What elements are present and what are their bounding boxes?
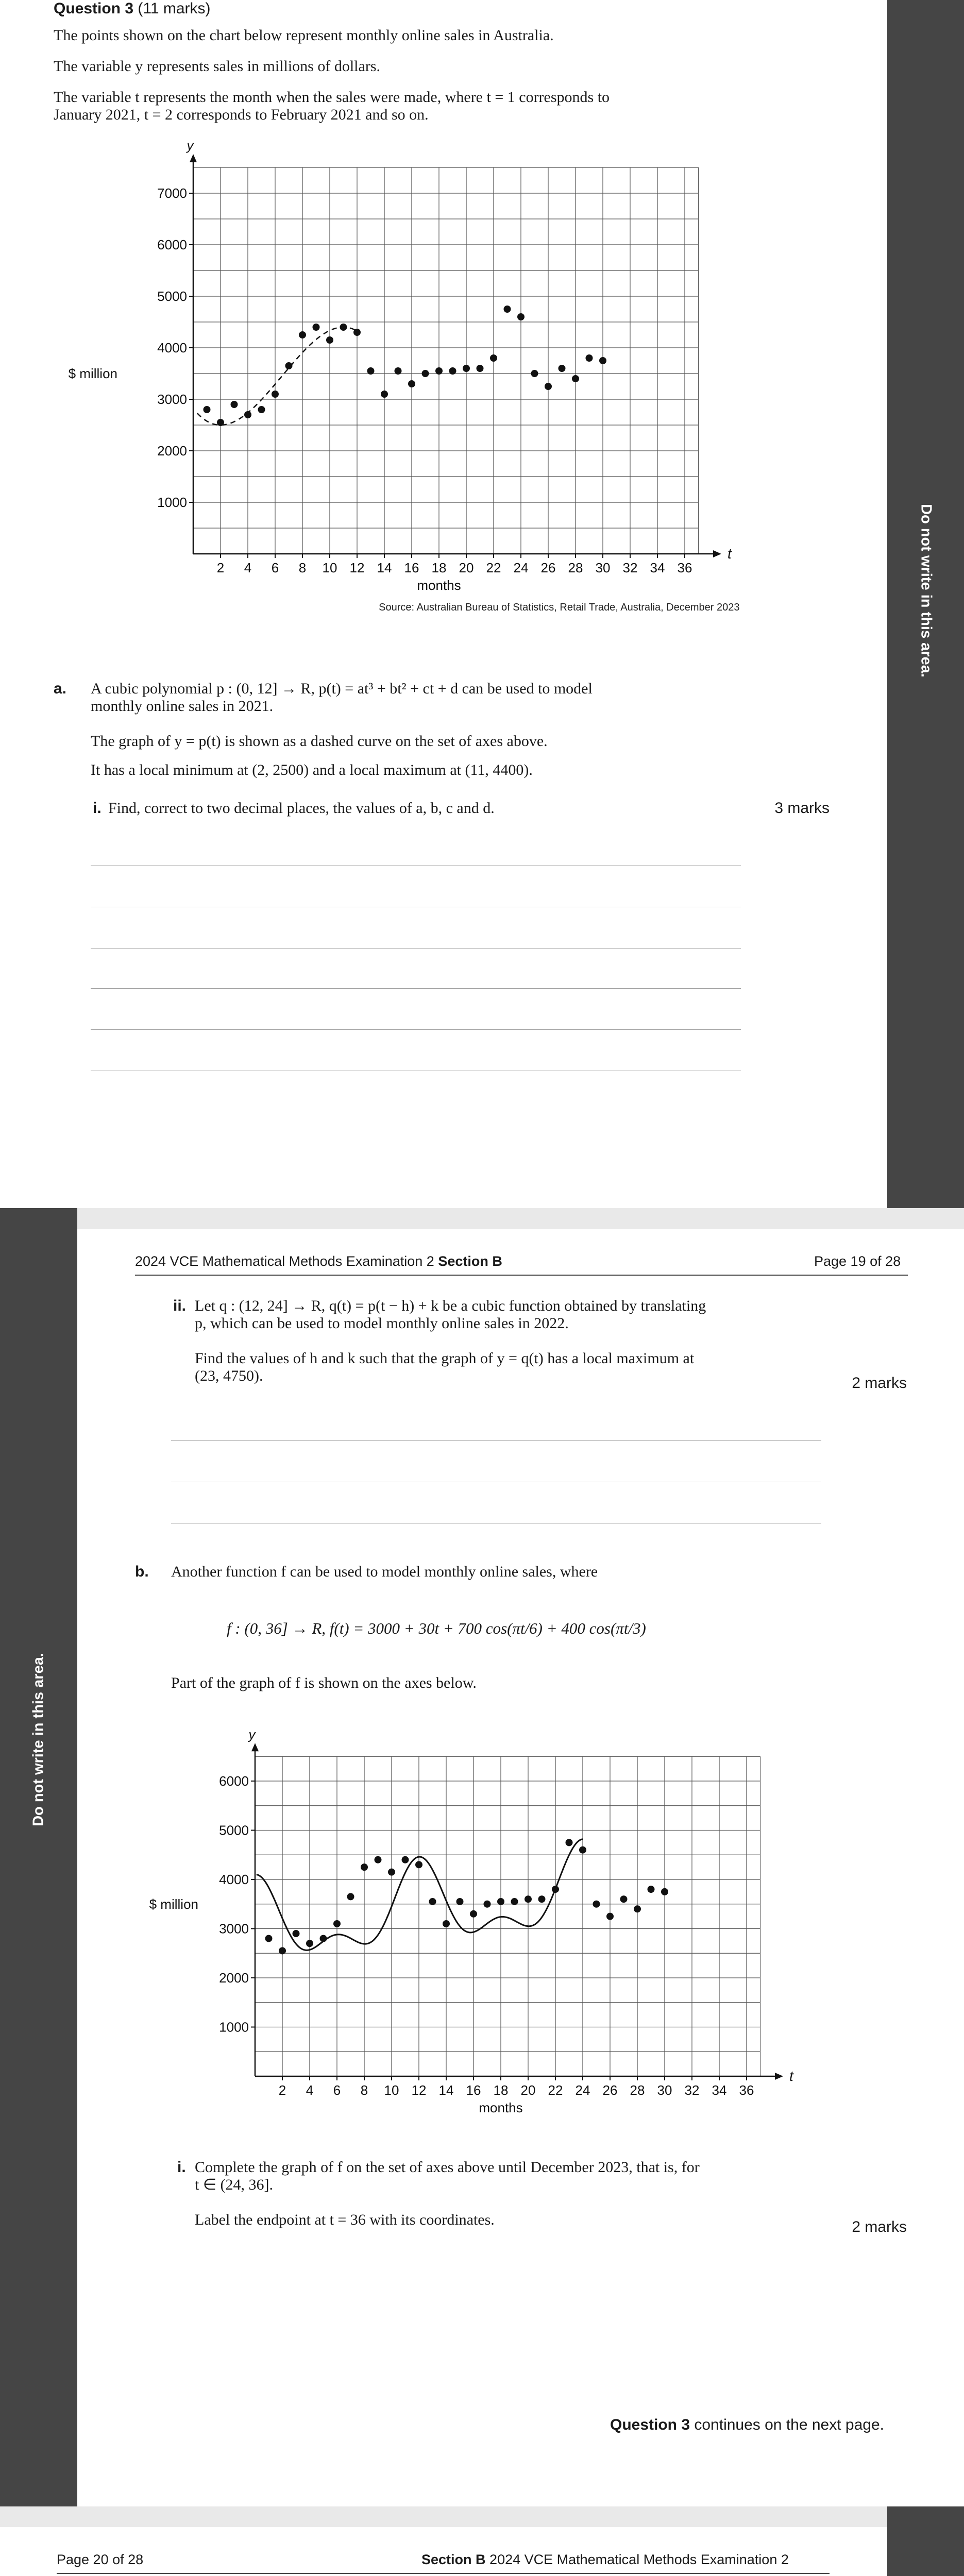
part-a-ii-line-3: Find the values of h and k such that the graph of y = q(t) has a local maximum at <box>195 1350 695 1367</box>
data-point <box>265 1935 273 1942</box>
part-a-i-text: Find, correct to two decimal places, the values of a, b, c and d. <box>108 800 495 817</box>
data-point <box>367 367 375 375</box>
data-point <box>477 365 484 372</box>
data-point <box>566 1839 573 1846</box>
x-tick-label: 8 <box>298 560 307 575</box>
x-tick-label: 12 <box>349 560 365 575</box>
x-tick-label: 30 <box>657 2082 672 2098</box>
x-tick-label: 4 <box>244 560 252 575</box>
data-point <box>449 367 456 375</box>
data-point <box>531 370 538 377</box>
do-not-write-label: Do not write in this area. <box>30 1653 47 1826</box>
x-tick-label: 18 <box>493 2082 509 2098</box>
data-point <box>320 1935 327 1942</box>
data-point <box>204 406 211 413</box>
do-not-write-label: Do not write in this area. <box>918 504 935 677</box>
part-b-line-2: Part of the graph of f is shown on the axes below. <box>171 1674 477 1691</box>
x-tick-label: 6 <box>333 2082 341 2098</box>
part-a-ii-line-1: Let q : (12, 24] → R, q(t) = p(t − h) + k be a cubic function obtained by translating <box>195 1297 706 1314</box>
data-point <box>375 1856 382 1863</box>
data-point <box>606 1913 614 1920</box>
data-point <box>572 375 579 382</box>
y-axis-variable: y <box>187 138 194 153</box>
x-tick-label: 20 <box>520 2082 536 2098</box>
data-point <box>272 391 279 398</box>
data-point <box>388 1869 395 1876</box>
data-point <box>490 354 497 362</box>
data-point <box>470 1910 477 1918</box>
data-point <box>395 367 402 375</box>
data-point <box>306 1940 313 1947</box>
part-a-line-4: It has a local minimum at (2, 2500) and a local maximum at (11, 4400). <box>91 761 533 778</box>
x-tick-label: 36 <box>739 2082 754 2098</box>
part-a-i-marks: 3 marks <box>774 800 830 817</box>
data-point <box>648 1886 655 1893</box>
x-tick-label: 2 <box>216 560 225 575</box>
data-point <box>559 365 566 372</box>
x-tick-label: 14 <box>438 2082 454 2098</box>
y-axis-variable: y <box>248 1726 256 1742</box>
data-point <box>525 1895 532 1903</box>
data-point <box>538 1895 546 1903</box>
data-point <box>552 1886 559 1893</box>
data-point <box>381 391 388 398</box>
data-point <box>593 1901 600 1908</box>
x-axis-arrow <box>775 2073 783 2080</box>
question-title: Question 3 (11 marks) <box>54 0 211 17</box>
page20-header-right: Section B 2024 VCE Mathematical Methods Examination 2 <box>421 2552 789 2567</box>
x-tick-label: 22 <box>548 2082 563 2098</box>
answer-line[interactable] <box>171 1440 821 1441</box>
data-point <box>361 1863 368 1871</box>
header-rule <box>135 1275 908 1276</box>
page-gap <box>0 1208 964 1229</box>
x-tick-label: 16 <box>404 560 419 575</box>
x-tick-label: 28 <box>630 2082 645 2098</box>
data-point <box>402 1856 409 1863</box>
y-tick-label: 1000 <box>219 2019 249 2035</box>
intro-line-2: The variable y represents sales in millions of dollars. <box>54 58 380 75</box>
part-a-line-1: A cubic polynomial p : (0, 12] → R, p(t) = at³ + bt² + ct + d can be used to model <box>91 680 593 697</box>
data-point <box>620 1895 628 1903</box>
x-axis-variable: t <box>789 2068 793 2084</box>
data-point <box>443 1920 450 1927</box>
y-tick-label: 5000 <box>157 289 187 304</box>
part-b-line-1: Another function f can be used to model monthly online sales, where <box>171 1563 598 1580</box>
x-tick-label: 6 <box>271 560 279 575</box>
x-tick-label: 24 <box>575 2082 590 2098</box>
data-point <box>340 324 347 331</box>
data-point <box>279 1947 286 1954</box>
x-tick-label: 26 <box>602 2082 618 2098</box>
part-b-formula: f : (0, 36] → R, f(t) = 3000 + 30t + 700 cos(πt/6) + 400 cos(πt/3) <box>227 1619 646 1637</box>
x-tick-label: 10 <box>322 560 337 575</box>
page20-header-left: Page 20 of 28 <box>57 2552 144 2567</box>
x-tick-label: 4 <box>306 2082 314 2098</box>
data-point <box>299 331 306 338</box>
y-axis-arrow <box>251 1743 259 1751</box>
x-tick-label: 20 <box>459 560 474 575</box>
part-b-label: b. <box>135 1563 149 1580</box>
data-point <box>347 1893 354 1900</box>
part-b-i-line-1: Complete the graph of f on the set of axes above until December 2023, that is, for <box>195 2159 700 2176</box>
data-point <box>586 354 593 362</box>
y-tick-label: 4000 <box>219 1872 249 1887</box>
x-tick-label: 24 <box>513 560 529 575</box>
data-point <box>545 383 552 390</box>
x-tick-label: 32 <box>684 2082 700 2098</box>
data-point <box>217 419 224 426</box>
x-tick-label: 14 <box>377 560 392 575</box>
part-a-ii-label: ii. <box>173 1297 187 1314</box>
x-tick-label: 12 <box>411 2082 427 2098</box>
part-b-i-line-3: Label the endpoint at t = 36 with its coordinates. <box>195 2211 495 2228</box>
x-tick-label: 26 <box>540 560 556 575</box>
data-point <box>285 362 293 369</box>
cubic-p-dashed-curve <box>197 327 357 425</box>
y-tick-label: 3000 <box>157 392 187 407</box>
do-not-write-bar-right-20 <box>887 2506 964 2576</box>
x-tick-label: 2 <box>278 2082 286 2098</box>
x-axis-variable: t <box>728 546 732 562</box>
intro-line-3a: The variable t represents the month when the sales were made, where t = 1 corresponds to <box>54 89 610 106</box>
x-tick-label: 18 <box>431 560 447 575</box>
part-a-i-label: i. <box>93 800 102 817</box>
source-note: Source: Australian Bureau of Statistics, Retail Trade, Australia, December 2023 <box>379 602 740 613</box>
data-point <box>463 365 470 372</box>
header-rule <box>57 2573 830 2574</box>
data-point <box>456 1898 464 1905</box>
page19-header-left: 2024 VCE Mathematical Methods Examination 2 Section B <box>135 1253 502 1269</box>
x-axis-label: months <box>417 578 461 593</box>
data-point <box>634 1905 641 1912</box>
x-tick-label: 32 <box>622 560 638 575</box>
y-tick-label: 4000 <box>157 340 187 355</box>
sales-chart-2 <box>129 1726 840 2138</box>
y-axis-label: $ million <box>68 366 117 381</box>
data-point <box>511 1898 518 1905</box>
x-tick-label: 16 <box>466 2082 481 2098</box>
part-a-ii-marks: 2 marks <box>852 1375 907 1392</box>
do-not-write-bar-right-1 <box>887 0 964 1208</box>
x-tick-label: 30 <box>595 560 611 575</box>
y-axis-arrow <box>190 154 197 162</box>
part-b-i-line-2: t ∈ (24, 36]. <box>195 2176 273 2193</box>
data-point <box>244 411 251 418</box>
y-tick-label: 6000 <box>219 1773 249 1789</box>
y-tick-label: 2000 <box>157 443 187 459</box>
part-b-i-marks: 2 marks <box>852 2218 907 2235</box>
page19-header-right: Page 19 of 28 <box>814 1253 901 1269</box>
data-point <box>326 336 333 344</box>
x-axis-label: months <box>479 2100 523 2115</box>
y-tick-label: 7000 <box>157 185 187 201</box>
y-tick-label: 3000 <box>219 1921 249 1937</box>
data-point <box>504 306 511 313</box>
data-point <box>258 406 265 413</box>
data-point <box>435 367 443 375</box>
data-point <box>497 1898 504 1905</box>
x-tick-label: 8 <box>360 2082 368 2098</box>
x-tick-label: 36 <box>677 560 692 575</box>
x-tick-label: 34 <box>650 560 665 575</box>
data-point <box>422 370 429 377</box>
part-a-line-3: The graph of y = p(t) is shown as a dashed curve on the set of axes above. <box>91 733 548 750</box>
x-tick-label: 28 <box>568 560 583 575</box>
answer-line[interactable] <box>91 1029 741 1030</box>
intro-line-3b: January 2021, t = 2 corresponds to February 2021 and so on. <box>54 106 429 123</box>
part-b-i-label: i. <box>177 2159 186 2176</box>
data-point <box>661 1888 668 1895</box>
y-axis-label: $ million <box>149 1896 198 1912</box>
data-point <box>333 1920 341 1927</box>
part-a-ii-line-2: p, which can be used to model monthly online sales in 2022. <box>195 1315 569 1332</box>
data-point <box>429 1898 436 1905</box>
y-tick-label: 2000 <box>219 1970 249 1986</box>
data-point <box>408 380 415 387</box>
data-point <box>579 1846 586 1854</box>
intro-line-1: The points shown on the chart below represent monthly online sales in Australia. <box>54 27 554 44</box>
x-tick-label: 10 <box>384 2082 399 2098</box>
data-point <box>293 1930 300 1937</box>
data-point <box>484 1901 491 1908</box>
do-not-write-bar-left-19 <box>0 1208 77 2506</box>
f-curve <box>257 1839 583 1951</box>
x-axis-arrow <box>713 550 721 557</box>
data-point <box>599 357 606 364</box>
answer-line[interactable] <box>91 988 741 989</box>
part-a-ii-line-4: (23, 4750). <box>195 1367 263 1384</box>
data-point <box>231 401 238 408</box>
data-point <box>415 1861 422 1868</box>
part-a-label: a. <box>54 680 67 697</box>
data-point <box>313 324 320 331</box>
data-point <box>517 313 525 320</box>
x-tick-label: 22 <box>486 560 501 575</box>
page-gap <box>0 2506 964 2527</box>
y-tick-label: 5000 <box>219 1822 249 1838</box>
part-a-line-2: monthly online sales in 2021. <box>91 698 274 715</box>
x-tick-label: 34 <box>712 2082 727 2098</box>
y-tick-label: 1000 <box>157 495 187 510</box>
continues-note: Question 3 continues on the next page. <box>610 2416 884 2433</box>
y-tick-label: 6000 <box>157 237 187 252</box>
data-point <box>353 329 361 336</box>
